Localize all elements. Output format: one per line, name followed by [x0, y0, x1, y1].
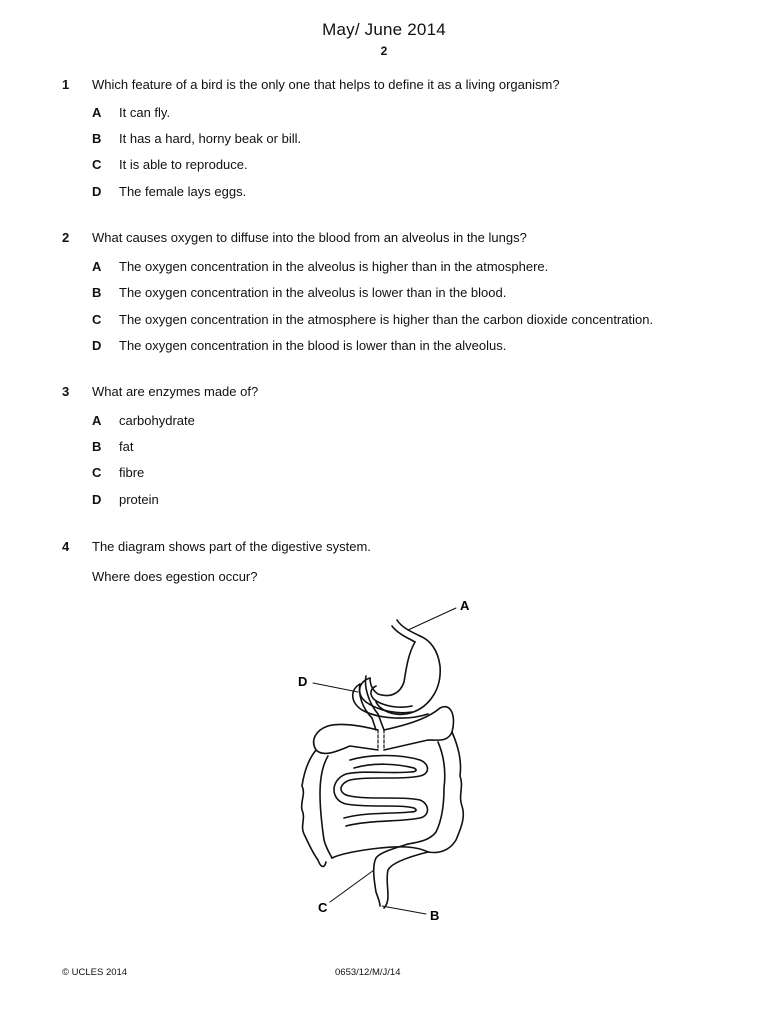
option-letter: B: [92, 285, 102, 300]
option-text: It has a hard, horny beak or bill.: [119, 131, 302, 146]
question-number: 4: [62, 539, 70, 554]
leader-line-c: [330, 870, 374, 902]
question-subtext: Where does egestion occur?: [92, 569, 258, 584]
option-text: The oxygen concentration in the alveolus is lower than in the blood.: [119, 285, 507, 300]
option-text: fat: [119, 439, 134, 454]
ascending-colon: [320, 756, 332, 858]
leader-line-b: [382, 906, 426, 914]
option-d[interactable]: [92, 184, 246, 199]
question-text: What causes oxygen to diffuse into the blood from an alveolus in the lungs?: [92, 230, 527, 245]
option-b[interactable]: [92, 439, 133, 454]
option-text: protein: [119, 492, 159, 507]
option-letter: B: [92, 439, 102, 454]
diagram-label-c: C: [318, 900, 328, 915]
leader-line-d: [313, 683, 358, 692]
option-letter: A: [92, 259, 102, 274]
question-text: What are enzymes made of?: [92, 384, 259, 399]
question-text: Which feature of a bird is the only one that helps to define it as a living organism?: [92, 77, 560, 92]
option-letter: B: [92, 131, 102, 146]
option-c[interactable]: [92, 312, 653, 327]
rectum: [384, 852, 428, 908]
option-b[interactable]: [92, 131, 301, 146]
footer-code: 0653/12/M/J/14: [335, 967, 401, 978]
option-text: It can fly.: [119, 105, 171, 120]
small-intestine-coil: [334, 764, 416, 818]
question-number: 3: [62, 384, 70, 399]
option-letter: D: [92, 338, 102, 353]
option-letter: C: [92, 157, 102, 172]
option-letter: C: [92, 465, 102, 480]
stomach: [376, 636, 440, 714]
page-number: 2: [380, 44, 388, 58]
diagram-label-b: B: [430, 908, 440, 923]
option-d[interactable]: [92, 492, 159, 507]
option-text: The oxygen concentration in the atmosphere is higher than the carbon dioxide concentration.: [119, 312, 654, 327]
rectum: [374, 844, 408, 906]
stomach: [370, 642, 415, 696]
question-text: The diagram shows part of the digestive system.: [92, 539, 371, 554]
option-text: It is able to reproduce.: [119, 157, 248, 172]
diagram-label-d: D: [298, 674, 308, 689]
option-letter: D: [92, 492, 102, 507]
footer-copyright: © UCLES 2014: [62, 967, 128, 978]
option-letter: A: [92, 413, 102, 428]
digestive-system-diagram: [280, 590, 480, 930]
option-text: carbohydrate: [119, 413, 195, 428]
option-text: fibre: [119, 465, 145, 480]
option-d[interactable]: [92, 338, 506, 353]
option-letter: C: [92, 312, 102, 327]
digestive-system-svg: [280, 590, 480, 930]
option-letter: A: [92, 105, 102, 120]
option-a[interactable]: [92, 105, 170, 120]
option-c[interactable]: [92, 157, 248, 172]
option-text: The oxygen concentration in the blood is lower than in the alveolus.: [119, 338, 507, 353]
page-header-title: May/ June 2014: [322, 20, 446, 39]
option-text: The female lays eggs.: [119, 184, 247, 199]
colon: [314, 724, 378, 753]
option-letter: D: [92, 184, 102, 199]
option-a[interactable]: [92, 259, 548, 274]
leader-line-a: [408, 608, 456, 630]
option-text: The oxygen concentration in the alveolus is higher than in the atmosphere.: [119, 259, 549, 274]
question-number: 1: [62, 77, 70, 92]
option-a[interactable]: [92, 413, 195, 428]
junction: [378, 730, 384, 750]
question-number: 2: [62, 230, 70, 245]
option-c[interactable]: [92, 465, 144, 480]
option-b[interactable]: [92, 285, 506, 300]
diagram-label-a: A: [460, 598, 470, 613]
descending-colon: [408, 742, 445, 844]
